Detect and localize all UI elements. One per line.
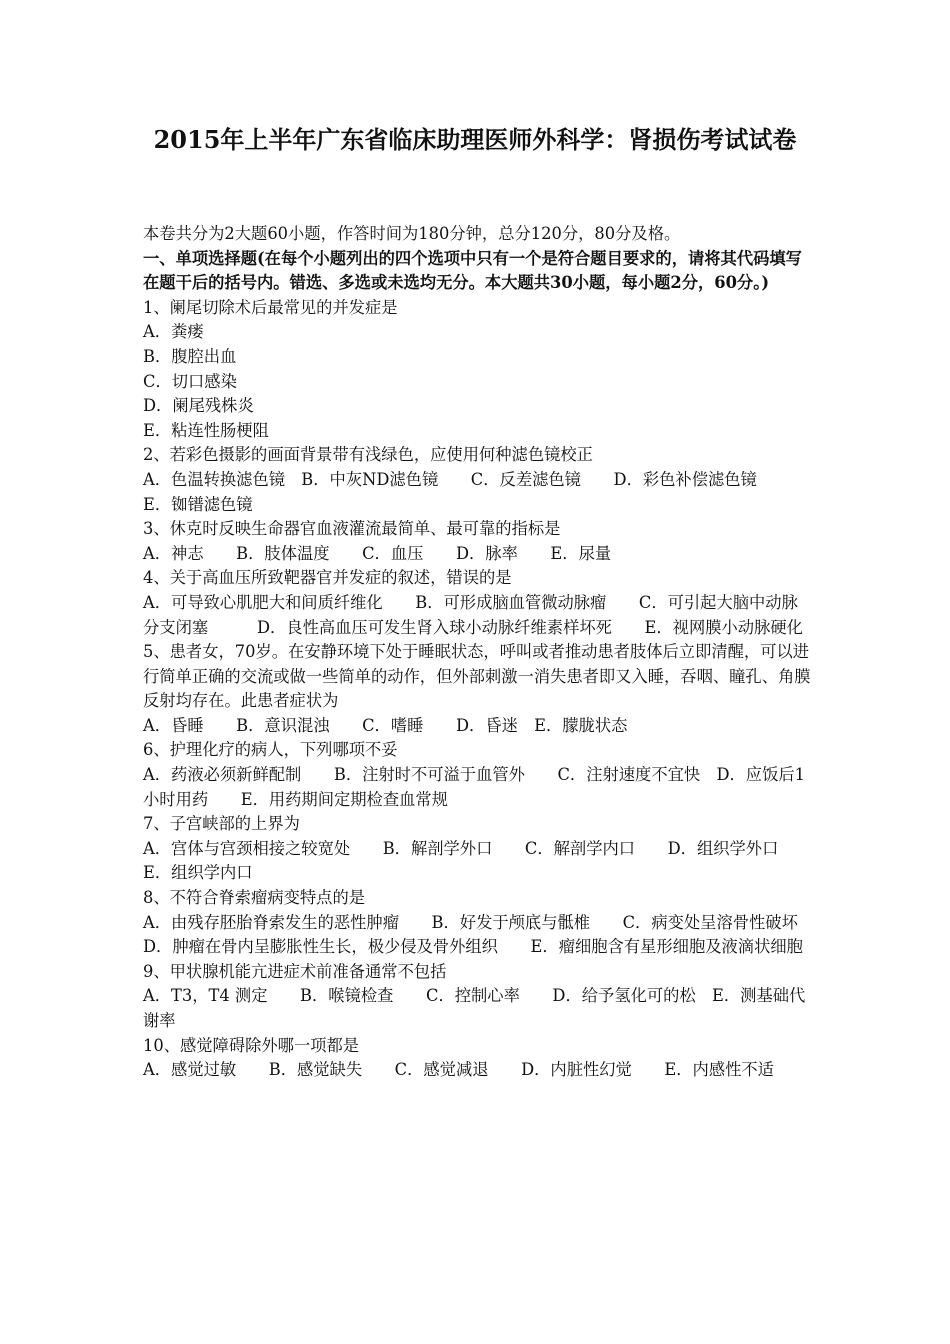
question-options: A．药液必须新鲜配制 B．注射时不可溢于血管外 C．注射速度不宜快 D．应饭后1小时用药 E．用药期间定期检查血常规	[143, 765, 806, 809]
question-6	[143, 738, 811, 812]
question-9	[143, 960, 811, 1034]
section-heading: 一、单项选择题(在每个小题列出的四个选项中只有一个是符合题目要求的，请将其代码填写在题干后的括号内。错选、多选或未选均无分。本大题共30小题，每小题2分，60分。)	[143, 248, 802, 293]
option-b: B．腹腔出血	[143, 346, 237, 366]
question-stem: 5、患者女，70岁。在安静环境下处于睡眠状态，呼叫或者推动患者肢体后立即清醒，可以进行简单正确的交流或做一些简单的动作，但外部刺激一消失患者即又入睡，吞咽、瞳孔、角膜反射均存在。此患者症状为	[143, 642, 811, 711]
question-options: A．昏睡 B．意识混浊 C．嗜睡 D．昏迷 E．朦胧状态	[143, 715, 628, 735]
question-options: A．感觉过敏 B．感觉缺失 C．感觉减退 D．内脏性幻觉 E．内感性不适	[143, 1060, 774, 1080]
question-10	[143, 1034, 811, 1083]
question-options: A．神志 B．肢体温度 C．血压 D．脉率 E．尿量	[143, 543, 612, 563]
question-stem: 9、甲状腺机能亢进症术前准备通常不包括	[143, 961, 447, 981]
option-d: D．阑尾残株炎	[143, 396, 254, 416]
exam-intro: 本卷共分为2大题60小题，作答时间为180分钟，总分120分，80分及格。	[143, 224, 681, 243]
option-a: A．粪瘘	[143, 322, 204, 342]
question-4	[143, 566, 811, 640]
question-options: A．由残存胚胎脊索发生的恶性肿瘤 B．好发于颅底与骶椎 C．病变处呈溶骨性破坏 D．肿瘤在骨内呈膨胀性生长，极少侵及骨外组织 E．瘤细胞含有星形细胞及液滴状细胞	[143, 912, 831, 957]
question-stem: 3、休克时反映生命器官血液灌流最简单、最可靠的指标是	[143, 519, 561, 539]
question-5	[143, 640, 811, 738]
question-2	[143, 443, 811, 517]
question-options: A．T3，T4 测定 B．喉镜检查 C．控制心率 D．给予氢化可的松 E．测基础代谢率	[143, 986, 806, 1030]
question-options: A．宫体与宫颈相接之较宽处 B．解剖学外口 C．解剖学内口 D．组织学外口 E．组织学内口	[143, 838, 811, 883]
option-c: C．切口感染	[143, 371, 237, 391]
question-options: A．可导致心肌肥大和间质纤维化 B．可形成脑血管微动脉瘤 C．可引起大脑中动脉分支闭塞 D．良性高血压可发生肾入球小动脉纤维素样坏死 E．视网膜小动脉硬化	[143, 592, 803, 637]
question-7	[143, 812, 811, 886]
question-stem: 4、关于高血压所致靶器官并发症的叙述，错误的是	[143, 568, 512, 588]
question-stem: 1、阑尾切除术后最常见的并发症是	[143, 297, 398, 317]
document-body	[143, 222, 831, 1083]
question-stem: 6、护理化疗的病人，下列哪项不妥	[143, 740, 398, 760]
question-stem: 10、感觉障碍除外哪一项都是	[143, 1035, 360, 1055]
question-3	[143, 517, 811, 566]
question-stem: 7、子宫峡部的上界为	[143, 814, 300, 834]
question-1	[143, 296, 811, 444]
question-stem: 8、不符合脊索瘤病变特点的是	[143, 888, 366, 908]
question-options: A．色温转换滤色镜 B．中灰ND滤色镜 C．反差滤色镜 D．彩色补偿滤色镜 E．铷镨滤色镜	[143, 469, 790, 514]
option-e: E．粘连性肠梗阻	[143, 420, 269, 440]
document-title: 2015年上半年广东省临床助理医师外科学：肾损伤考试试卷	[153, 125, 797, 154]
question-stem: 2、若彩色摄影的画面背景带有浅绿色，应使用何种滤色镜校正	[143, 445, 593, 465]
question-8	[143, 886, 831, 960]
